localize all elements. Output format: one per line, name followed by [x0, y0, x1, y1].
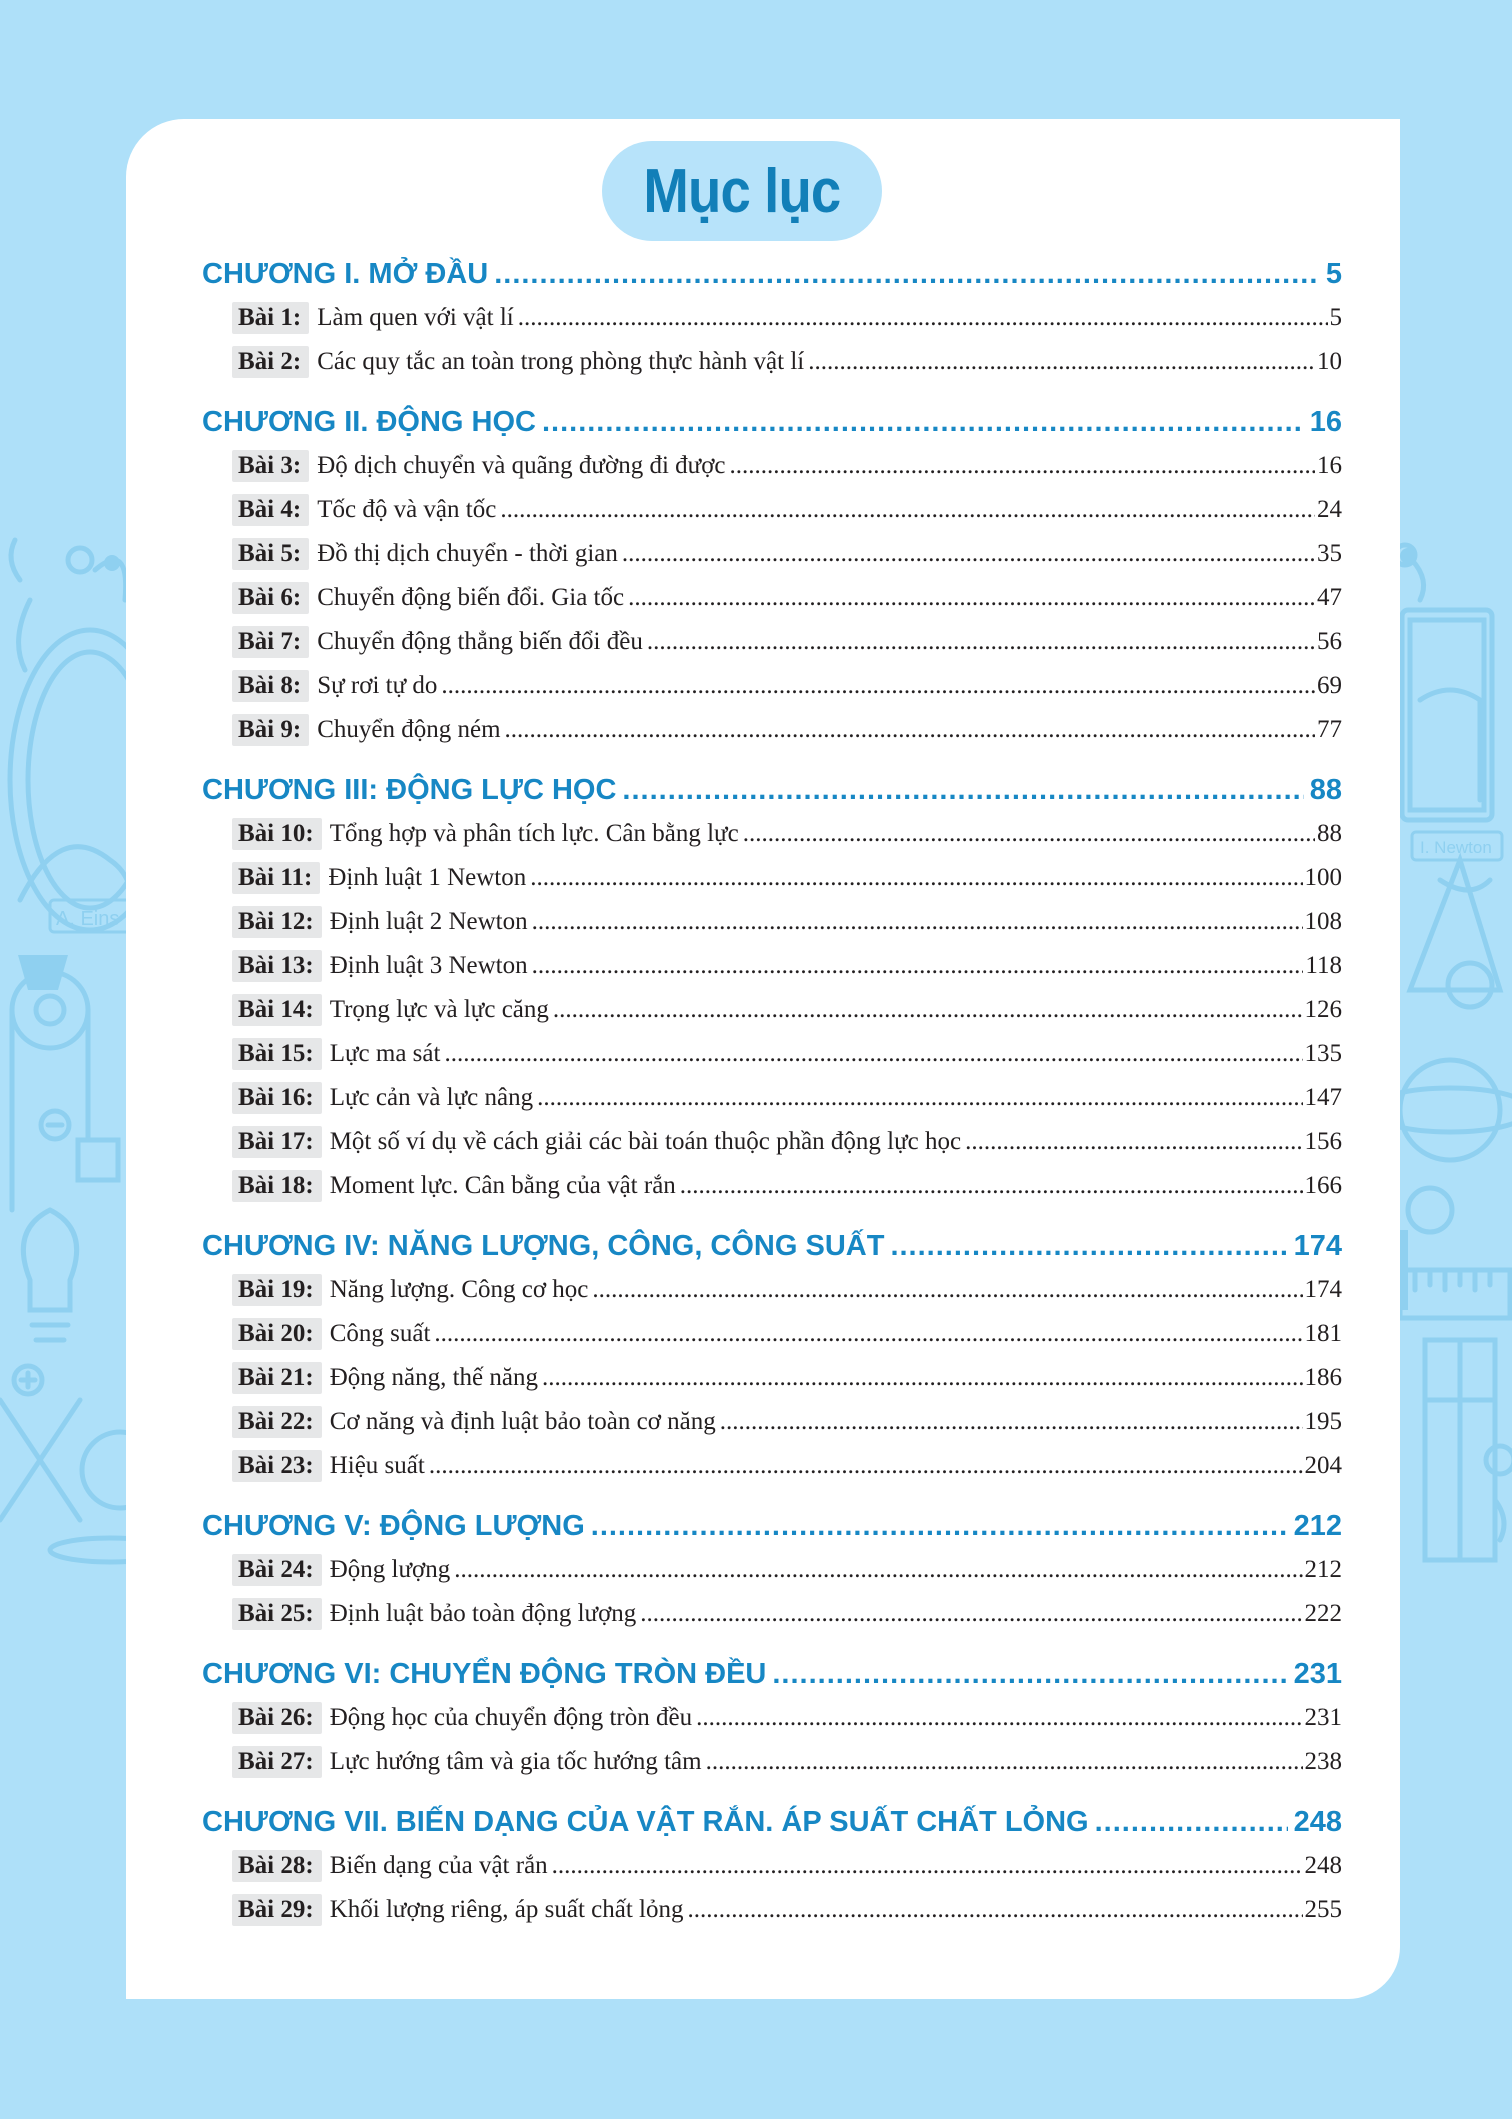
- chapter-title: CHƯƠNG II. ĐỘNG HỌC: [202, 406, 536, 438]
- dot-leader: [542, 1364, 1303, 1392]
- toc-chapter[interactable]: [202, 400, 1342, 444]
- lesson-number: Bài 26:: [232, 1702, 322, 1734]
- lesson-page: 24: [1317, 496, 1342, 523]
- lesson-page: 16: [1317, 452, 1342, 479]
- toc-chapter[interactable]: [202, 252, 1342, 296]
- lesson-page: 248: [1304, 1852, 1342, 1879]
- toc-lesson[interactable]: [202, 1696, 1342, 1740]
- lesson-page: 77: [1317, 716, 1342, 743]
- chapter-page: 212: [1293, 1510, 1342, 1542]
- toc-chapter[interactable]: [202, 1224, 1342, 1268]
- toc-chapter[interactable]: [202, 1800, 1342, 1844]
- toc-chapter[interactable]: [202, 1652, 1342, 1696]
- dot-leader: [622, 540, 1315, 568]
- dot-leader: [965, 1128, 1302, 1156]
- lesson-page: 69: [1317, 672, 1342, 699]
- toc-lesson[interactable]: [202, 1120, 1342, 1164]
- toc-chapter[interactable]: [202, 1504, 1342, 1548]
- chapter-title: CHƯƠNG V: ĐỘNG LƯỢNG: [202, 1510, 585, 1542]
- lesson-number: Bài 2:: [232, 346, 309, 378]
- chapter-page: 88: [1309, 774, 1342, 806]
- lesson-title: Khối lượng riêng, áp suất chất lỏng: [329, 1896, 684, 1923]
- lesson-page: 88: [1317, 820, 1342, 847]
- chapter-title: CHƯƠNG VII. BIẾN DẠNG CỦA VẬT RẮN. ÁP SUẤT CHẤT LỎNG: [202, 1806, 1089, 1838]
- dot-leader: [591, 1504, 1288, 1548]
- lesson-page: 255: [1304, 1896, 1342, 1923]
- decor-label-left: A. Eins: [56, 908, 120, 930]
- lesson-number: Bài 27:: [232, 1746, 322, 1778]
- chapter-page: 16: [1309, 406, 1342, 438]
- toc-lesson[interactable]: [202, 488, 1342, 532]
- lesson-title: Cơ năng và định luật bảo toàn cơ năng: [329, 1408, 716, 1435]
- lesson-number: Bài 11:: [232, 862, 320, 894]
- dot-leader: [628, 584, 1315, 612]
- lesson-title: Chuyển động thẳng biến đổi đều: [317, 628, 643, 655]
- planet-icon: [1400, 1060, 1500, 1160]
- lesson-title: Các quy tắc an toàn trong phòng thực hành vật lí: [317, 348, 805, 375]
- lesson-page: 35: [1317, 540, 1342, 567]
- lesson-title: Lực hướng tâm và gia tốc hướng tâm: [329, 1748, 702, 1775]
- toc-lesson[interactable]: [202, 812, 1342, 856]
- lesson-page: 238: [1304, 1748, 1342, 1775]
- toc-lesson[interactable]: [202, 944, 1342, 988]
- dot-leader: [454, 1556, 1302, 1584]
- dot-leader: [537, 1084, 1302, 1112]
- toc-lesson[interactable]: [202, 1312, 1342, 1356]
- dot-leader: [772, 1652, 1287, 1696]
- lesson-title: Năng lượng. Công cơ học: [329, 1276, 589, 1303]
- toc-lesson[interactable]: [202, 856, 1342, 900]
- toc-lesson[interactable]: [202, 1844, 1342, 1888]
- lesson-number: Bài 4:: [232, 494, 309, 526]
- dot-leader: [890, 1224, 1287, 1268]
- dot-leader: [532, 908, 1303, 936]
- toc-lesson[interactable]: [202, 708, 1342, 752]
- lesson-page: 195: [1304, 1408, 1342, 1435]
- lesson-title: Lực cản và lực nâng: [329, 1084, 534, 1111]
- dot-leader: [518, 304, 1328, 332]
- lesson-title: Định luật 1 Newton: [328, 864, 527, 891]
- lesson-title: Đồ thị dịch chuyển - thời gian: [317, 540, 618, 567]
- dot-leader: [441, 672, 1315, 700]
- dot-leader: [444, 1040, 1302, 1068]
- lesson-title: Định luật bảo toàn động lượng: [329, 1600, 637, 1627]
- lesson-page: 222: [1304, 1600, 1342, 1627]
- chapter-page: 231: [1293, 1658, 1342, 1690]
- toc-lesson[interactable]: [202, 532, 1342, 576]
- lesson-page: 108: [1304, 908, 1342, 935]
- lesson-page: 204: [1304, 1452, 1342, 1479]
- lesson-number: Bài 3:: [232, 450, 309, 482]
- lesson-title: Độ dịch chuyển và quãng đường đi được: [317, 452, 726, 479]
- chapter-page: 248: [1293, 1806, 1342, 1838]
- lesson-title: Động năng, thế năng: [329, 1364, 538, 1391]
- lesson-number: Bài 12:: [232, 906, 322, 938]
- toc-lesson[interactable]: [202, 1740, 1342, 1784]
- dot-leader: [720, 1408, 1303, 1436]
- dot-leader: [680, 1172, 1303, 1200]
- lesson-title: Động lượng: [329, 1556, 451, 1583]
- dot-leader: [1095, 1800, 1288, 1844]
- toc-lesson[interactable]: [202, 1032, 1342, 1076]
- chapter-title: CHƯƠNG III: ĐỘNG LỰC HỌC: [202, 774, 617, 806]
- lesson-title: Định luật 2 Newton: [329, 908, 528, 935]
- toc-lesson[interactable]: [202, 340, 1342, 384]
- lesson-number: Bài 18:: [232, 1170, 322, 1202]
- lesson-number: Bài 6:: [232, 582, 309, 614]
- chapter-page: 5: [1325, 258, 1342, 290]
- dot-leader: [532, 952, 1304, 980]
- lesson-page: 166: [1304, 1172, 1342, 1199]
- table-of-contents: [202, 252, 1342, 1932]
- dot-leader: [552, 1852, 1303, 1880]
- lesson-page: 118: [1305, 952, 1342, 979]
- toc-lesson[interactable]: [202, 296, 1342, 340]
- lesson-title: Trọng lực và lực căng: [329, 996, 549, 1023]
- lesson-number: Bài 25:: [232, 1598, 322, 1630]
- lesson-page: 212: [1304, 1556, 1342, 1583]
- toc-lesson[interactable]: [202, 988, 1342, 1032]
- lesson-title: Tốc độ và vận tốc: [317, 496, 497, 523]
- lesson-title: Động học của chuyển động tròn đều: [329, 1704, 693, 1731]
- toc-lesson[interactable]: [202, 1356, 1342, 1400]
- lesson-number: Bài 1:: [232, 302, 309, 334]
- lesson-number: Bài 28:: [232, 1850, 322, 1882]
- page-title: Mục lục: [643, 156, 841, 226]
- lesson-number: Bài 17:: [232, 1126, 322, 1158]
- lesson-page: 56: [1317, 628, 1342, 655]
- chapter-title: CHƯƠNG I. MỞ ĐẦU: [202, 258, 489, 290]
- lesson-page: 47: [1317, 584, 1342, 611]
- dot-leader: [688, 1896, 1303, 1924]
- toc-lesson[interactable]: [202, 664, 1342, 708]
- dot-leader: [542, 400, 1304, 444]
- lesson-page: 156: [1304, 1128, 1342, 1155]
- dot-leader: [553, 996, 1303, 1024]
- lesson-title: Hiệu suất: [329, 1452, 425, 1479]
- lightbulb-icon: [23, 1210, 76, 1310]
- lesson-number: Bài 8:: [232, 670, 309, 702]
- lesson-page: 5: [1329, 304, 1342, 331]
- toc-lesson[interactable]: [202, 1548, 1342, 1592]
- toc-lesson[interactable]: [202, 620, 1342, 664]
- lesson-number: Bài 13:: [232, 950, 322, 982]
- dot-leader: [429, 1452, 1303, 1480]
- lesson-number: Bài 14:: [232, 994, 322, 1026]
- lesson-number: Bài 21:: [232, 1362, 322, 1394]
- page-title-pill: [602, 141, 882, 241]
- dot-leader: [505, 716, 1315, 744]
- toc-lesson[interactable]: [202, 1592, 1342, 1636]
- toc-lesson[interactable]: [202, 1164, 1342, 1208]
- lesson-page: 181: [1304, 1320, 1342, 1347]
- lesson-number: Bài 20:: [232, 1318, 322, 1350]
- lesson-title: Lực ma sát: [329, 1040, 441, 1067]
- lesson-title: Moment lực. Cân bằng của vật rắn: [329, 1172, 676, 1199]
- lesson-page: 147: [1304, 1084, 1342, 1111]
- dot-leader: [500, 496, 1315, 524]
- lesson-number: Bài 29:: [232, 1894, 322, 1926]
- decor-label-right: I. Newton: [1420, 838, 1492, 857]
- lesson-title: Định luật 3 Newton: [329, 952, 528, 979]
- lesson-title: Tổng hợp và phân tích lực. Cân bằng lực: [329, 820, 739, 847]
- lesson-number: Bài 9:: [232, 714, 309, 746]
- toc-chapter[interactable]: [202, 768, 1342, 812]
- dot-leader: [730, 452, 1315, 480]
- dot-leader: [494, 252, 1320, 296]
- dot-leader: [743, 820, 1315, 848]
- chapter-title: CHƯƠNG IV: NĂNG LƯỢNG, CÔNG, CÔNG SUẤT: [202, 1230, 885, 1262]
- lesson-number: Bài 16:: [232, 1082, 322, 1114]
- dot-leader: [647, 628, 1315, 656]
- lesson-number: Bài 19:: [232, 1274, 322, 1306]
- lesson-page: 100: [1304, 864, 1342, 891]
- chapter-title: CHƯƠNG VI: CHUYỂN ĐỘNG TRÒN ĐỀU: [202, 1658, 767, 1690]
- lesson-title: Làm quen với vật lí: [317, 304, 514, 331]
- lesson-number: Bài 22:: [232, 1406, 322, 1438]
- lesson-page: 126: [1304, 996, 1342, 1023]
- toc-lesson[interactable]: [202, 1076, 1342, 1120]
- toc-lesson[interactable]: [202, 444, 1342, 488]
- dot-leader: [640, 1600, 1302, 1628]
- lesson-number: Bài 10:: [232, 818, 322, 850]
- toc-lesson[interactable]: [202, 1888, 1342, 1932]
- lesson-title: Chuyển động biến đổi. Gia tốc: [317, 584, 625, 611]
- lesson-page: 231: [1304, 1704, 1342, 1731]
- lesson-number: Bài 23:: [232, 1450, 322, 1482]
- lesson-number: Bài 15:: [232, 1038, 322, 1070]
- dot-leader: [706, 1748, 1303, 1776]
- lesson-number: Bài 7:: [232, 626, 309, 658]
- lesson-number: Bài 5:: [232, 538, 309, 570]
- toc-lesson[interactable]: [202, 1444, 1342, 1488]
- chapter-page: 174: [1293, 1230, 1342, 1262]
- lesson-page: 186: [1304, 1364, 1342, 1391]
- lesson-page: 10: [1317, 348, 1342, 375]
- lesson-page: 174: [1304, 1276, 1342, 1303]
- lesson-title: Một số ví dụ về cách giải các bài toán thuộc phần động lực học: [329, 1128, 962, 1155]
- dot-leader: [696, 1704, 1302, 1732]
- lesson-page: 135: [1304, 1040, 1342, 1067]
- dot-leader: [808, 348, 1315, 376]
- toc-lesson[interactable]: [202, 576, 1342, 620]
- dot-leader: [622, 768, 1303, 812]
- toc-lesson[interactable]: [202, 1268, 1342, 1312]
- dot-leader: [592, 1276, 1302, 1304]
- lesson-title: Biến dạng của vật rắn: [329, 1852, 548, 1879]
- lesson-title: Công suất: [329, 1320, 431, 1347]
- lesson-title: Chuyển động ném: [317, 716, 501, 743]
- toc-lesson[interactable]: [202, 900, 1342, 944]
- lesson-title: Sự rơi tự do: [317, 672, 438, 699]
- dot-leader: [434, 1320, 1302, 1348]
- dot-leader: [530, 864, 1302, 892]
- toc-lesson[interactable]: [202, 1400, 1342, 1444]
- lesson-number: Bài 24:: [232, 1554, 322, 1586]
